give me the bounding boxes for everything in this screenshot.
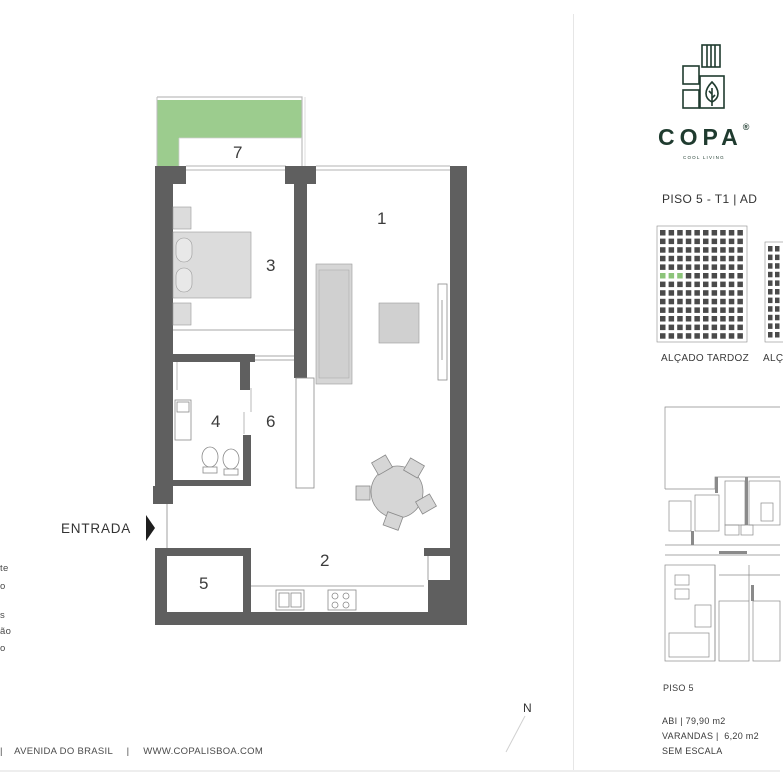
elevation-window (703, 273, 709, 279)
elevation-window (694, 230, 700, 236)
elevation-window (669, 325, 675, 331)
legend-fragment-1: te (0, 563, 9, 574)
legend-fragment-4: ão (0, 626, 12, 637)
elevation-window (669, 256, 675, 261)
elevation-window (660, 307, 666, 313)
floor-key-plan (655, 405, 780, 667)
elevation-window (729, 333, 735, 339)
elevation-window (660, 230, 666, 236)
registered-mark: ® (742, 122, 750, 132)
elevation-window (669, 230, 675, 236)
elevation-window (720, 247, 726, 253)
elevation-window (720, 239, 726, 245)
elevation-window (677, 247, 683, 253)
elevation-window (703, 247, 709, 253)
elevation-window (686, 264, 692, 270)
elevation-window (768, 263, 773, 269)
elevation-window (720, 333, 726, 339)
elevation-window (703, 299, 709, 305)
elevation-window (768, 332, 773, 338)
elevation-window (703, 230, 709, 236)
elevation-window (686, 290, 692, 296)
elevation-window (660, 264, 666, 270)
elevation-window (669, 247, 675, 253)
elevation-window (694, 247, 700, 253)
elevation-window (703, 239, 709, 245)
elevation-window (768, 306, 773, 312)
elevation-window (720, 256, 726, 261)
elevation-window (694, 256, 700, 261)
elevation-window (729, 256, 735, 261)
room-6-label: 6 (266, 412, 276, 431)
brand-tagline: COOL LIVING (683, 155, 725, 160)
elevation-window (677, 256, 683, 261)
elevation-window (720, 273, 726, 279)
footer-address: AVENIDA DO BRASIL (14, 746, 113, 757)
elevation-window (660, 247, 666, 253)
footer-separator-2: | (126, 746, 130, 757)
elevation-window (720, 282, 726, 288)
elevation-window (677, 333, 683, 339)
elevation-window (669, 299, 675, 305)
elevation-window (720, 264, 726, 270)
elevation-window (768, 255, 773, 261)
elevation-window (768, 323, 773, 329)
elevation-window (669, 239, 675, 245)
elevation-window (686, 256, 692, 261)
room-1-label: 1 (377, 209, 387, 228)
elevation-window (729, 282, 735, 288)
elevation-window (720, 307, 726, 313)
elevation-window (694, 316, 700, 322)
elevation-window (660, 325, 666, 331)
brand-name (658, 124, 749, 151)
elevation-window (775, 306, 780, 312)
elevation-window (768, 315, 773, 321)
entrance-arrow (146, 515, 155, 541)
elevation-window (729, 273, 735, 279)
elevation-window (677, 282, 683, 288)
bathroom-fixtures (175, 400, 239, 475)
copa-logo-mark (680, 44, 728, 114)
brand-name-text: COPA (658, 124, 743, 150)
elevation-window (686, 239, 692, 245)
elevation-window (775, 289, 780, 295)
elevation-window (712, 316, 718, 322)
elevation-window (775, 246, 780, 252)
elevation-window (720, 316, 726, 322)
elevation-window (775, 280, 780, 286)
elevation-window (712, 239, 718, 245)
elevation-window (703, 307, 709, 313)
elevation-window (703, 256, 709, 261)
bottom-rule (0, 770, 780, 772)
elevation-window (669, 290, 675, 296)
footer-website[interactable]: WWW.COPALISBOA.COM (143, 746, 264, 757)
elevation-window (737, 299, 743, 305)
elevation-window (729, 307, 735, 313)
legend-fragment-2: o (0, 581, 6, 592)
floor-key-label: PISO 5 (663, 683, 694, 693)
island (296, 378, 314, 488)
elevation-window (686, 230, 692, 236)
elevation-window (775, 323, 780, 329)
footer (0, 746, 263, 757)
scale-note: SEM ESCALA (662, 746, 723, 756)
dining-table (356, 455, 436, 530)
elevation-window (660, 239, 666, 245)
elevation-window (677, 307, 683, 313)
elevation-window (775, 298, 780, 304)
elevation-window (768, 272, 773, 278)
elevation-window (720, 325, 726, 331)
elevation-window (729, 290, 735, 296)
legend-fragment-5: o (0, 643, 6, 654)
elevation-window (712, 256, 718, 261)
elevation-window (775, 332, 780, 338)
elevation-window (703, 282, 709, 288)
elevation-window (720, 230, 726, 236)
elevation-window (694, 273, 700, 279)
panel-divider (573, 14, 574, 770)
elevation-window (660, 282, 666, 288)
elevation-window (768, 246, 773, 252)
elevation-window (768, 289, 773, 295)
north-line (506, 716, 525, 752)
elevation-window (737, 307, 743, 313)
elevation-window (669, 307, 675, 313)
elevation-window (669, 333, 675, 339)
elevation-window (686, 325, 692, 331)
elevation-window (694, 239, 700, 245)
elevation-window (729, 230, 735, 236)
north-label: N (523, 701, 532, 715)
room-4-label: 4 (211, 412, 221, 431)
terrace-planting-side (157, 100, 179, 166)
elevation-window (694, 325, 700, 331)
room-7-label: 7 (233, 143, 243, 162)
elevation-window (677, 239, 683, 245)
elevation-window (703, 264, 709, 270)
elevation-window (729, 239, 735, 245)
elevation-window (775, 255, 780, 261)
elevation-window (712, 333, 718, 339)
elevation-window (694, 290, 700, 296)
elevation-window (737, 333, 743, 339)
elevation-window (712, 290, 718, 296)
elevation-window (660, 333, 666, 339)
elevation-window (677, 325, 683, 331)
elevation-window (694, 299, 700, 305)
highlighted-unit-window (677, 273, 683, 279)
elevation-window (686, 273, 692, 279)
elevation-window (677, 230, 683, 236)
elevation-window (660, 290, 666, 296)
elevation-window (712, 264, 718, 270)
highlighted-unit-window (660, 273, 666, 279)
elevation-window (768, 298, 773, 304)
elevation-window (694, 333, 700, 339)
legend-fragment-3: s (0, 610, 6, 621)
living-furniture (316, 264, 447, 384)
elevation-window (712, 230, 718, 236)
elevation-window (737, 290, 743, 296)
elevation-window (737, 230, 743, 236)
rear-elevation-label: ALÇADO TARDOZ (661, 353, 749, 364)
elevation-window (686, 247, 692, 253)
elevation-window (729, 325, 735, 331)
elevation-window (737, 325, 743, 331)
elevation-window (669, 316, 675, 322)
top-window (186, 166, 450, 170)
elevation-window (729, 316, 735, 322)
elevation-window (712, 273, 718, 279)
elevation-window (686, 299, 692, 305)
area-abi: ABI | 79,90 m2 (662, 716, 726, 726)
elevation-window (660, 299, 666, 305)
elevation-window (775, 263, 780, 269)
elevation-window (737, 247, 743, 253)
unit-title: PISO 5 - T1 | AD (662, 192, 758, 206)
elevation-window (712, 282, 718, 288)
elevation-window (703, 325, 709, 331)
elevation-window (737, 273, 743, 279)
elevation-window (703, 333, 709, 339)
elevation-window (694, 264, 700, 270)
room-3-label: 3 (266, 256, 276, 275)
elevation-window (686, 316, 692, 322)
elevation-window (677, 264, 683, 270)
highlighted-unit-window (669, 273, 675, 279)
bedroom-furniture (173, 207, 251, 325)
elevation-window (775, 315, 780, 321)
elevation-window (712, 247, 718, 253)
footer-separator-1: | (0, 746, 3, 757)
elevation-window (686, 282, 692, 288)
elevation-window (712, 307, 718, 313)
elevation-window (660, 316, 666, 322)
elevation-window (720, 290, 726, 296)
elevation-window (677, 316, 683, 322)
elevation-window (768, 280, 773, 286)
elevation-window (712, 325, 718, 331)
room-2-label: 2 (320, 551, 330, 570)
elevation-window (660, 256, 666, 261)
elevation-window (720, 299, 726, 305)
elevation-window (686, 333, 692, 339)
elevation-window (729, 299, 735, 305)
elevation-window (712, 299, 718, 305)
elevation-window (677, 299, 683, 305)
elevation-window (669, 282, 675, 288)
elevation-window (669, 264, 675, 270)
elevation-window (703, 290, 709, 296)
second-elevation-label: ALÇ (763, 353, 783, 364)
elevation-window (737, 282, 743, 288)
elevation-window (686, 307, 692, 313)
elevation-window (729, 247, 735, 253)
elevation-window (729, 264, 735, 270)
elevation-window (737, 239, 743, 245)
elevation-window (694, 307, 700, 313)
area-varandas: VARANDAS | 6,20 m2 (662, 731, 759, 741)
elevation-window (737, 264, 743, 270)
elevation-window (737, 256, 743, 261)
kitchen (276, 590, 356, 610)
elevation-window (775, 272, 780, 278)
elevation-window (677, 290, 683, 296)
elevation-window (703, 316, 709, 322)
elevation-window (737, 316, 743, 322)
entrance-label: ENTRADA (61, 521, 132, 536)
rear-elevation-drawing (655, 222, 780, 344)
elevation-window (694, 282, 700, 288)
room-5-label: 5 (199, 574, 209, 593)
